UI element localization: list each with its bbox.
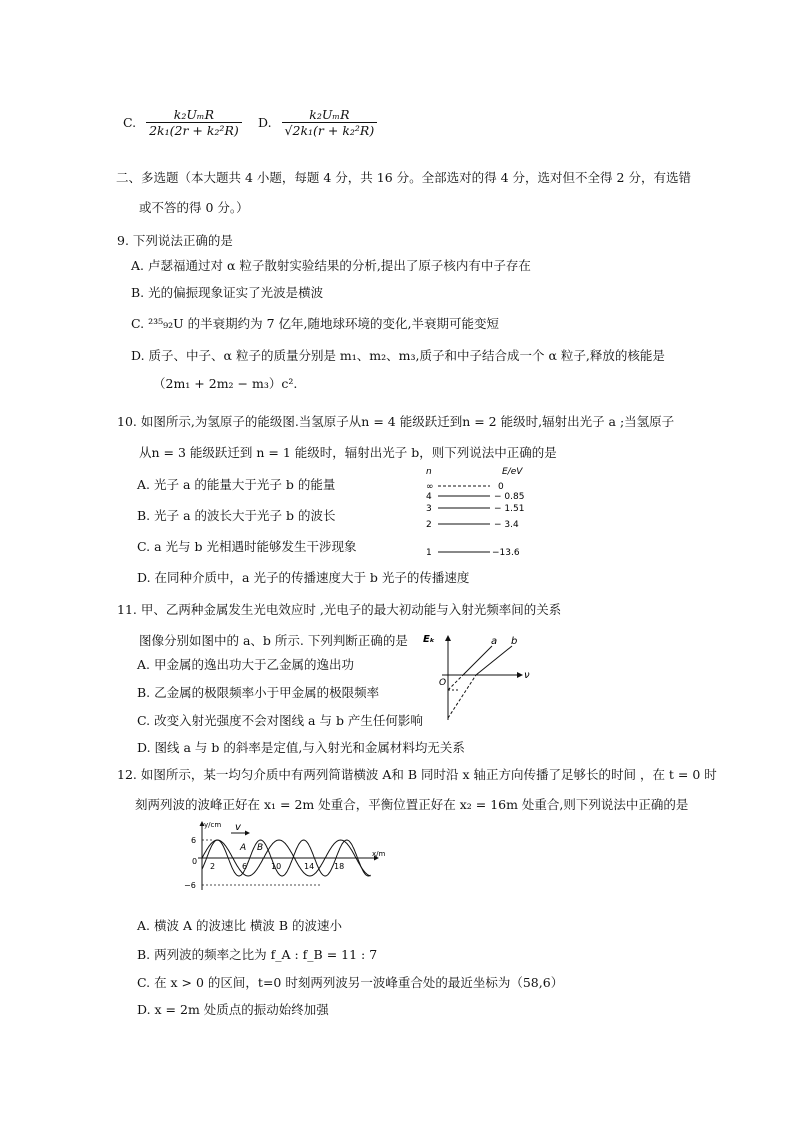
wave-xtick-18: 18 (334, 862, 345, 871)
wave-ytick-0: 0 (192, 857, 198, 866)
q10-option-b: B. 光子 a 的波长大于光子 b 的波长 (137, 508, 336, 523)
wave-label-b: B (257, 843, 264, 853)
q10-stem-line2: 从n = 3 能级跃迁到 n = 1 能级时，辐射出光子 b，则下列说法中正确的是 (139, 445, 557, 460)
q11-option-d: D. 图线 a 与 b 的斜率是定值,与入射光和金属材料均无关系 (137, 740, 465, 755)
section-heading-line1: 二、多选题（本大题共 4 小题，每题 4 分，共 16 分。全部选对的得 4 分，选对但不全得 2 分，有选错 (116, 170, 691, 185)
graph-ylabel: Eₖ (423, 634, 435, 645)
level-n-2: 2 (426, 520, 432, 530)
option-c-numerator: k₂UₘR (146, 107, 242, 123)
q12-stem-line1: 12. 如图所示，某一均匀介质中有两列简谐横波 A和 B 同时沿 x 轴正方向传播了足够长的时间 ，在 t = 0 时 (117, 767, 717, 782)
q11-option-c: C. 改变入射光强度不会对图线 a 与 b 产生任何影响 (137, 713, 423, 728)
diagram-e-header: E/eV (502, 467, 523, 477)
wave-ylabel: y/cm (204, 821, 222, 829)
option-c-fraction (146, 107, 242, 138)
wave-xtick-10: 10 (271, 862, 282, 871)
velocity-label: v (235, 822, 241, 833)
wave-label-a: A (240, 843, 247, 853)
q12-option-a: A. 横波 A 的波速比 横波 B 的波速小 (137, 918, 343, 933)
label-b: b (511, 636, 518, 647)
q9-option-c: C. ²³⁵₉₂U 的半衰期约为 7 亿年,随地球环境的变化,半衰期可能变短 (131, 316, 499, 331)
wave-xtick-6: 6 (242, 862, 248, 871)
q11-option-a: A. 甲金属的逸出功大于乙金属的逸出功 (137, 657, 354, 672)
q12-option-c: C. 在 x > 0 的区间，t=0 时刻两列波另一波峰重合处的最近坐标为（58,6） (137, 975, 564, 990)
line-a-dashed (448, 675, 463, 690)
energy-level-diagram (420, 464, 550, 564)
diagram-n-header: n (426, 467, 432, 477)
q11-option-b: B. 乙金属的极限频率小于甲金属的极限频率 (137, 685, 380, 700)
option-d-fraction (282, 107, 378, 138)
graph-xlabel: ν (524, 670, 530, 681)
level-e-inf: 0 (498, 482, 504, 492)
wave-xtick-2: 2 (210, 862, 216, 871)
option-d-numerator: k₂UₘR (282, 107, 378, 123)
q10-option-a: A. 光子 a 的能量大于光子 b 的能量 (137, 477, 336, 492)
wave-xtick-14: 14 (304, 862, 315, 871)
wave-graph (182, 818, 392, 892)
level-n-3: 3 (426, 504, 432, 514)
option-c-label: C. (123, 115, 137, 130)
level-e-3: − 1.51 (494, 504, 525, 514)
q10-option-c: C. a 光与 b 光相遇时能够发生干涉现象 (137, 539, 357, 554)
label-a: a (491, 636, 498, 647)
q9-option-b: B. 光的偏振现象证实了光波是横波 (131, 285, 324, 300)
option-d-denominator: √2k₁(r + k₂²R) (284, 123, 375, 138)
q10-stem-line1: 10. 如图所示,为氢原子的能级图.当氢原子从n = 4 能级跃迁到n = 2 能级时,辐射出光子 a ;当氢原子 (117, 414, 675, 429)
photoelectric-graph (418, 628, 538, 724)
line-b-dashed (448, 675, 476, 718)
q8-option-d (258, 107, 377, 138)
wave-ytick-6: 6 (191, 836, 197, 845)
q11-stem-line1: 11. 甲、乙两种金属发生光电效应时 ,光电子的最大初动能与入射光频率间的关系 (117, 602, 562, 617)
q12-stem-line2: 刻两列波的波峰正好在 x₁ = 2m 处重合，平衡位置正好在 x₂ = 16m 处重合,则下列说法中正确的是 (135, 797, 689, 812)
graph-origin: O (439, 678, 447, 688)
q9-option-d-line2: （2m₁ + 2m₂ − m₃）c². (153, 376, 298, 391)
level-e-1: −13.6 (492, 548, 520, 558)
wave-ytick-neg6: −6 (184, 881, 196, 890)
wave-xlabel: x/m (372, 850, 386, 858)
q12-option-b: B. 两列波的频率之比为 f_A : f_B = 11 : 7 (137, 947, 378, 962)
level-n-1: 1 (426, 548, 432, 558)
level-e-4: − 0.85 (494, 492, 525, 502)
line-a-solid (463, 646, 492, 675)
line-b-solid (476, 646, 512, 675)
q11-stem-line2: 图像分别如图中的 a、b 所示. 下列判断正确的是 (139, 633, 408, 648)
section-heading-line2: 或不答的得 0 分。） (139, 200, 249, 215)
q10-option-d: D. 在同种介质中，a 光子的传播速度大于 b 光子的传播速度 (137, 570, 470, 585)
level-n-inf: ∞ (426, 482, 434, 492)
q12-option-d: D. x = 2m 处质点的振动始终加强 (137, 1002, 329, 1017)
q9-stem: 9. 下列说法正确的是 (117, 233, 233, 248)
option-d-label: D. (258, 115, 272, 130)
option-c-denominator: 2k₁(2r + k₂²R) (149, 123, 239, 138)
q9-option-a: A. 卢瑟福通过对 α 粒子散射实验结果的分析,提出了原子核内有中子存在 (131, 258, 531, 273)
q8-option-c (123, 107, 242, 138)
level-e-2: − 3.4 (494, 520, 519, 530)
q9-option-d: D. 质子、中子、α 粒子的质量分别是 m₁、m₂、m₃,质子和中子结合成一个 α 粒子,释放的核能是 (131, 348, 665, 363)
level-n-4: 4 (426, 492, 432, 502)
